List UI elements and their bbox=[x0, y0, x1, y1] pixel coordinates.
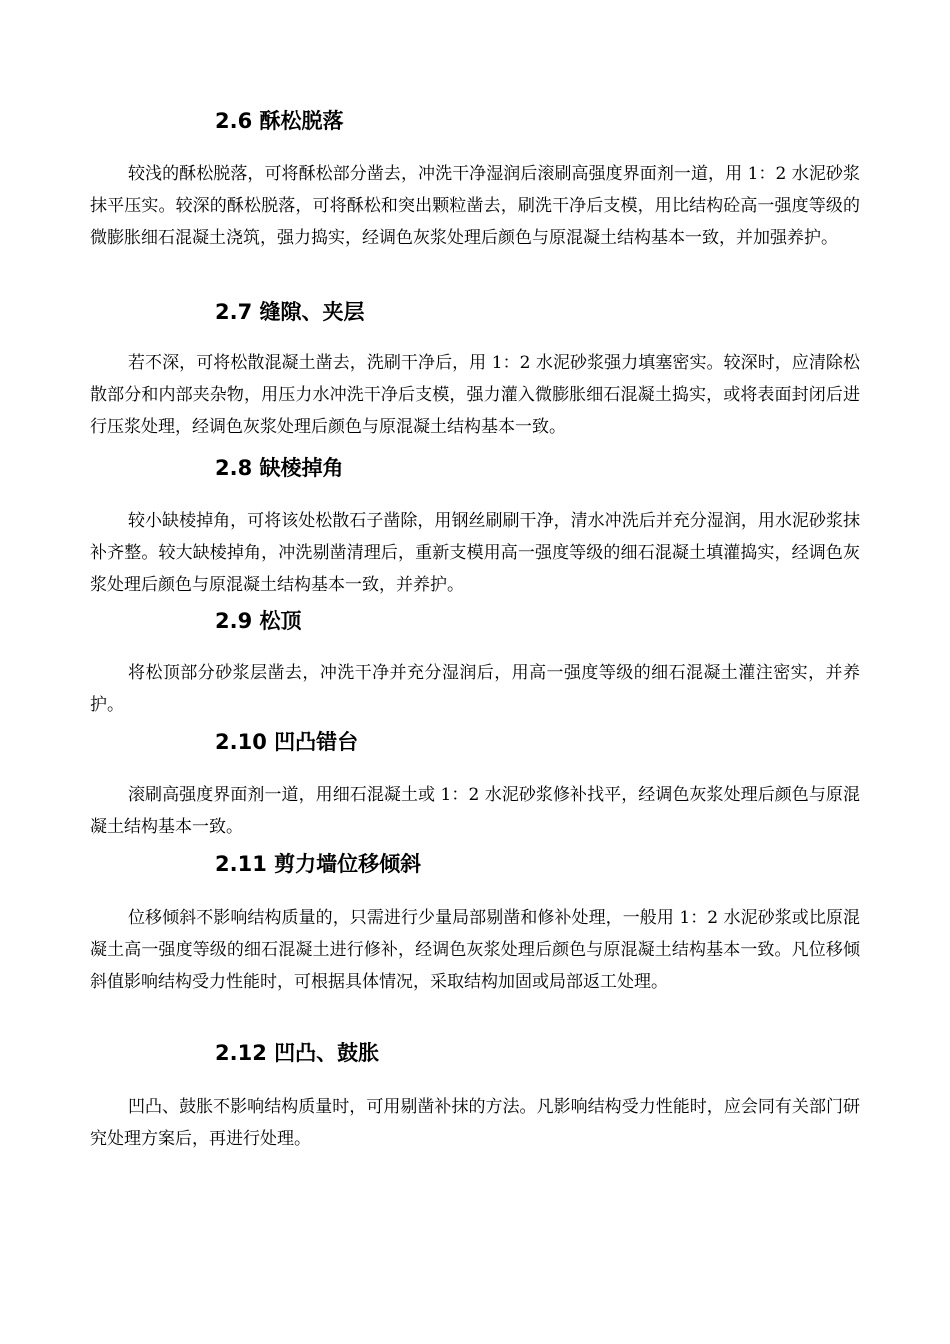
section-paragraph: 凹凸、鼓胀不影响结构质量时，可用剔凿补抹的方法。凡影响结构受力性能时，应会同有关部门研究处理方案后，再进行处理。 bbox=[90, 1097, 860, 1149]
section-heading: 2.8 缺棱掉角 bbox=[215, 456, 344, 480]
section-paragraph: 将松顶部分砂浆层凿去，冲洗干净并充分湿润后，用高一强度等级的细石混凝土灌注密实，并养护。 bbox=[90, 663, 860, 715]
section-paragraph: 滚刷高强度界面剂一道，用细石混凝土或 1：2 水泥砂浆修补找平，经调色灰浆处理后颜色与原混凝土结构基本一致。 bbox=[90, 785, 860, 837]
section-heading: 2.10 凹凸错台 bbox=[215, 730, 359, 754]
section-heading: 2.11 剪力墙位移倾斜 bbox=[215, 852, 422, 876]
section-paragraph: 较浅的酥松脱落，可将酥松部分凿去，冲洗干净湿润后滚刷高强度界面剂一道，用 1：2 水泥砂浆抹平压实。较深的酥松脱落，可将酥松和突出颗粒凿去，刷洗干净后支模，用比结构砼高一强度等级的微膨胀细石混凝土浇筑，强力捣实，经调色灰浆处理后颜色与原混凝土结构基本一致，并加强养护。 bbox=[90, 164, 860, 248]
section-paragraph: 较小缺棱掉角，可将该处松散石子凿除，用钢丝刷刷干净，清水冲洗后并充分湿润，用水泥砂浆抹补齐整。较大缺棱掉角，冲洗剔凿清理后，重新支模用高一强度等级的细石混凝土填灌捣实，经调色灰浆处理后颜色与原混凝土结构基本一致，并养护。 bbox=[90, 511, 860, 595]
section-heading: 2.6 酥松脱落 bbox=[215, 109, 344, 133]
section-paragraph: 若不深，可将松散混凝土凿去，洗刷干净后，用 1：2 水泥砂浆强力填塞密实。较深时，应清除松散部分和内部夹杂物，用压力水冲洗干净后支模，强力灌入微膨胀细石混凝土捣实，或将表面封闭后进行压浆处理，经调色灰浆处理后颜色与原混凝土结构基本一致。 bbox=[90, 353, 860, 437]
section-paragraph: 位移倾斜不影响结构质量的，只需进行少量局部剔凿和修补处理，一般用 1：2 水泥砂浆或比原混凝土高一强度等级的细石混凝土进行修补，经调色灰浆处理后颜色与原混凝土结构基本一致。凡位移倾斜值影响结构受力性能时，可根据具体情况，采取结构加固或局部返工处理。 bbox=[90, 908, 860, 992]
section-heading: 2.12 凹凸、鼓胀 bbox=[215, 1041, 380, 1065]
section-heading: 2.7 缝隙、夹层 bbox=[215, 300, 365, 324]
section-heading: 2.9 松顶 bbox=[215, 609, 302, 633]
